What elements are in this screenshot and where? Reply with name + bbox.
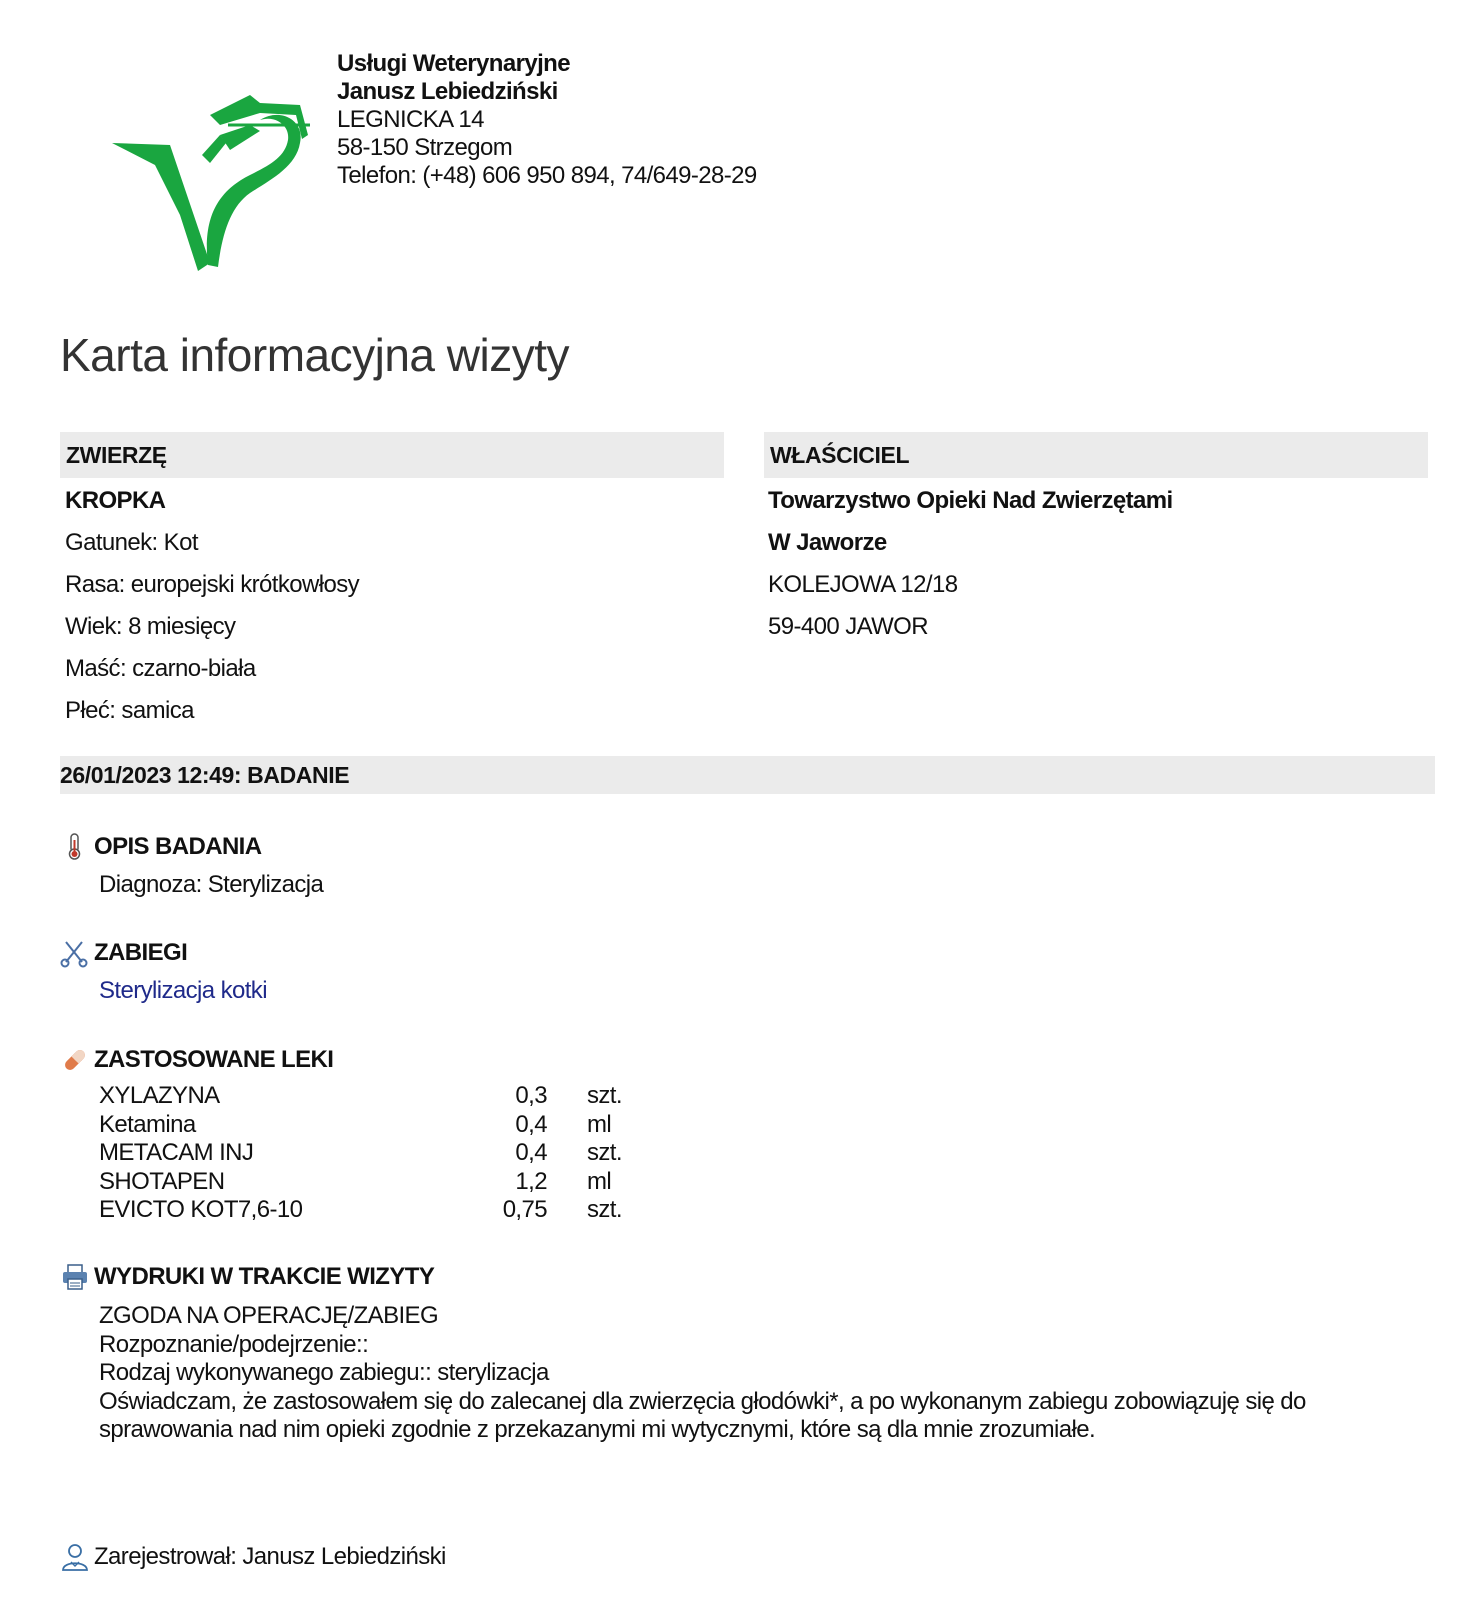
printout-statement: Oświadczam, że zastosowałem się do zalecanej dla zwierzęcia głodówki*, a po wykonanym zabiegu zobowiązuję się do sprawowania nad nim opieki zgodnie z przekazanymi mi wytycznymi, które są dla mnie zrozumiałe. bbox=[99, 1387, 1306, 1443]
clinic-name: Usługi Weterynaryjne bbox=[337, 50, 570, 77]
page-title: Karta informacyjna wizyty bbox=[60, 329, 569, 381]
medication-row bbox=[99, 1082, 622, 1111]
medication-row bbox=[99, 1139, 622, 1168]
veterinary-clinic-logo bbox=[110, 95, 320, 285]
animal-species: Gatunek: Kot bbox=[65, 529, 198, 556]
medication-unit: szt. bbox=[587, 1139, 622, 1166]
medication-qty: 1,2 bbox=[515, 1167, 547, 1195]
medication-unit: ml bbox=[587, 1167, 612, 1195]
thermometer-icon bbox=[60, 832, 90, 862]
printouts-section-label: WYDRUKI W TRAKCIE WIZYTY bbox=[94, 1263, 435, 1290]
medication-qty: 0,4 bbox=[515, 1139, 547, 1166]
medication-name: METACAM INJ bbox=[99, 1139, 254, 1166]
animal-details bbox=[65, 480, 359, 732]
owner-section-header: WŁAŚCICIEL bbox=[764, 432, 1428, 478]
medication-name: EVICTO KOT7,6-10 bbox=[99, 1196, 303, 1223]
exam-diagnosis: Diagnoza: Sterylizacja bbox=[99, 871, 324, 898]
medications-list bbox=[99, 1082, 622, 1225]
registered-by bbox=[60, 1542, 446, 1572]
printouts-content bbox=[99, 1302, 1419, 1445]
printouts-section-header bbox=[60, 1262, 434, 1292]
medication-qty: 0,3 bbox=[515, 1082, 547, 1109]
owner-city: 59-400 JAWOR bbox=[768, 613, 928, 640]
procedures-section-label: ZABIEGI bbox=[94, 939, 188, 966]
medication-unit: ml bbox=[587, 1110, 612, 1138]
procedure-item: Sterylizacja kotki bbox=[99, 977, 267, 1004]
animal-sex: Płeć: samica bbox=[65, 697, 194, 724]
exam-section-label: OPIS BADANIA bbox=[94, 833, 262, 860]
owner-name-line1: Towarzystwo Opieki Nad Zwierzętami bbox=[768, 487, 1173, 514]
animal-section-header: ZWIERZĘ bbox=[60, 432, 724, 478]
medication-unit: szt. bbox=[587, 1082, 622, 1109]
scissors-icon bbox=[60, 938, 90, 968]
printout-procedure-type: Rodzaj wykonywanego zabiegu:: sterylizacja bbox=[99, 1359, 549, 1386]
medication-qty: 0,75 bbox=[502, 1196, 547, 1223]
medication-name: Ketamina bbox=[99, 1110, 196, 1138]
exam-section-header bbox=[60, 832, 261, 862]
medication-row bbox=[99, 1196, 622, 1225]
registered-by-text: Zarejestrował: Janusz Lebiedziński bbox=[94, 1543, 446, 1570]
printer-icon bbox=[60, 1262, 90, 1292]
printout-title: ZGODA NA OPERACJĘ/ZABIEG bbox=[99, 1302, 439, 1329]
procedures-section-header bbox=[60, 938, 187, 968]
clinic-street: LEGNICKA 14 bbox=[337, 106, 484, 133]
user-icon bbox=[60, 1542, 90, 1572]
medication-row bbox=[99, 1111, 622, 1140]
owner-street: KOLEJOWA 12/18 bbox=[768, 571, 958, 598]
clinic-city: 58-150 Strzegom bbox=[337, 134, 513, 161]
clinic-info bbox=[337, 50, 757, 190]
clinic-owner-name: Janusz Lebiedziński bbox=[337, 78, 558, 105]
medication-name: SHOTAPEN bbox=[99, 1167, 225, 1195]
visit-header: 26/01/2023 12:49: BADANIE bbox=[60, 756, 1435, 794]
medication-name: XYLAZYNA bbox=[99, 1082, 220, 1109]
pill-icon bbox=[60, 1045, 90, 1075]
animal-breed: Rasa: europejski krótkowłosy bbox=[65, 571, 359, 598]
animal-name: KROPKA bbox=[65, 487, 166, 514]
animal-color: Maść: czarno-biała bbox=[65, 655, 256, 682]
medications-section-header bbox=[60, 1045, 333, 1075]
medication-row bbox=[99, 1168, 622, 1197]
owner-name-line2: W Jaworze bbox=[768, 529, 887, 556]
clinic-phone: Telefon: (+48) 606 950 894, 74/649-28-29 bbox=[337, 162, 757, 189]
medication-unit: szt. bbox=[587, 1196, 622, 1223]
medication-qty: 0,4 bbox=[515, 1110, 547, 1138]
owner-details bbox=[768, 480, 1173, 648]
printout-diagnosis: Rozpoznanie/podejrzenie:: bbox=[99, 1330, 369, 1358]
medications-section-label: ZASTOSOWANE LEKI bbox=[94, 1046, 334, 1073]
animal-age: Wiek: 8 miesięcy bbox=[65, 613, 236, 640]
